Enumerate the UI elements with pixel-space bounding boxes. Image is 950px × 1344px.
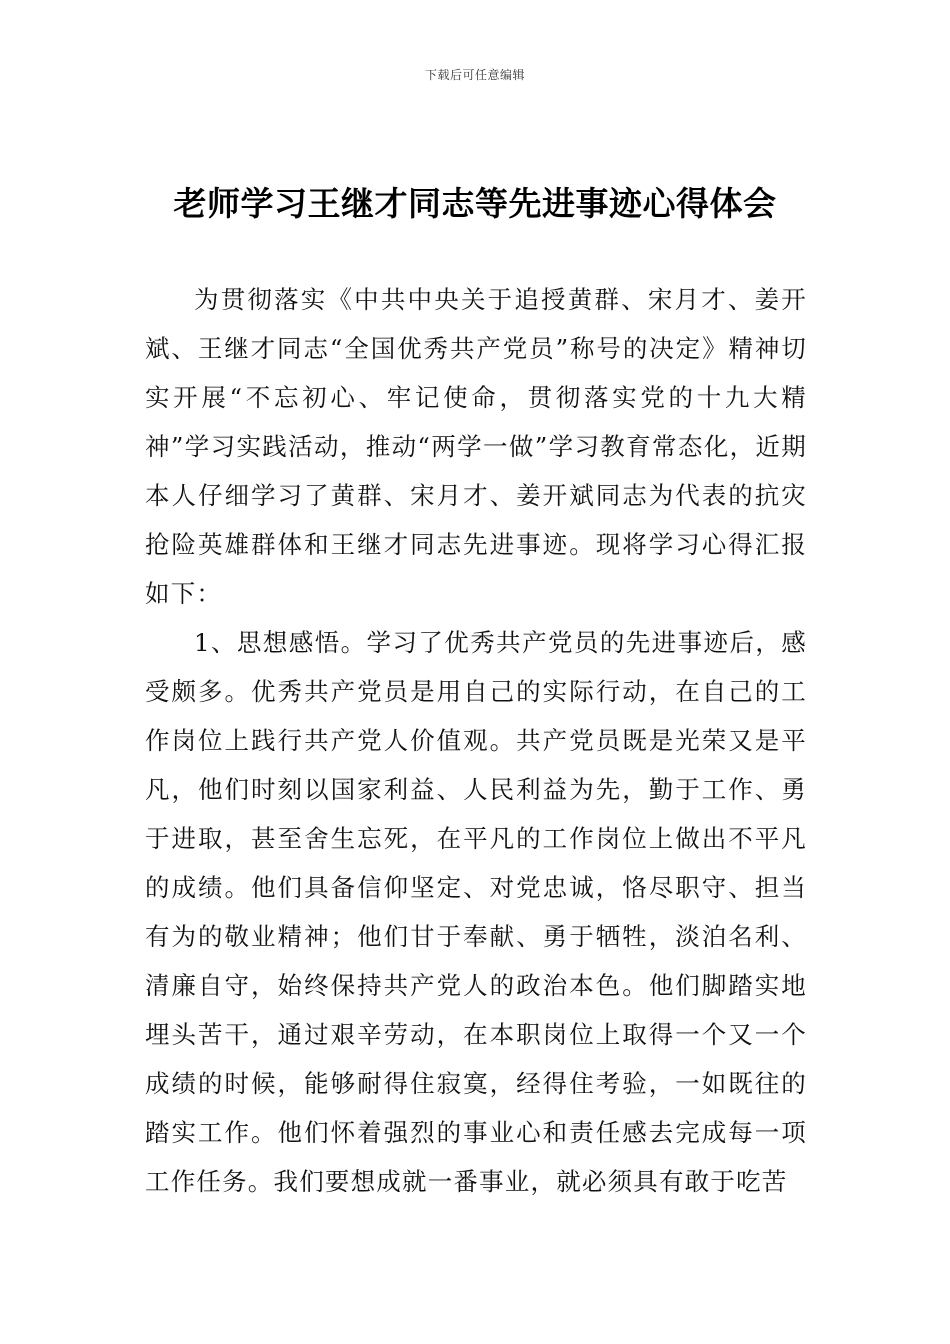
header-note: 下载后可任意编辑 bbox=[424, 68, 525, 82]
document-body bbox=[145, 275, 807, 1206]
paragraph-section-1: 1、思想感悟。学习了优秀共产党员的先进事迹后，感受颇多。优秀共产党员是用自己的实际行动，在自己的工作岗位上践行共产党人价值观。共产党员既是光荣又是平凡，他们时刻以国家利益、人民利益为先，勤于工作、勇于进取，甚至舍生忘死，在平凡的工作岗位上做出不平凡的成绩。他们具备信仰坚定、对党忠诚，恪尽职守、担当有为的敬业精神；他们甘于奉献、勇于牺牲，淡泊名利、清廉自守，始终保持共产党人的政治本色。他们脚踏实地埋头苦干，通过艰辛劳动，在本职岗位上取得一个又一个成绩的时候，能够耐得住寂寞，经得住考验，一如既往的踏实工作。他们怀着强烈的事业心和责任感去完成每一项工作任务。我们要想成就一番事业，就必须具有敢于吃苦 bbox=[145, 628, 807, 1196]
document-title: 老师学习王继才同志等先进事迹心得体会 bbox=[173, 184, 777, 223]
paragraph-intro: 为贯彻落实《中共中央关于追授黄群、宋月才、姜开斌、王继才同志“全国优秀共产党员”称号的决定》精神切实开展“不忘初心、牢记使命，贯彻落实党的十九大精神”学习实践活动，推动“两学一做”学习教育常态化，近期本人仔细学习了黄群、宋月才、姜开斌同志为代表的抗灾抢险英雄群体和王继才同志先进事迹。现将学习心得汇报如下： bbox=[145, 285, 807, 608]
